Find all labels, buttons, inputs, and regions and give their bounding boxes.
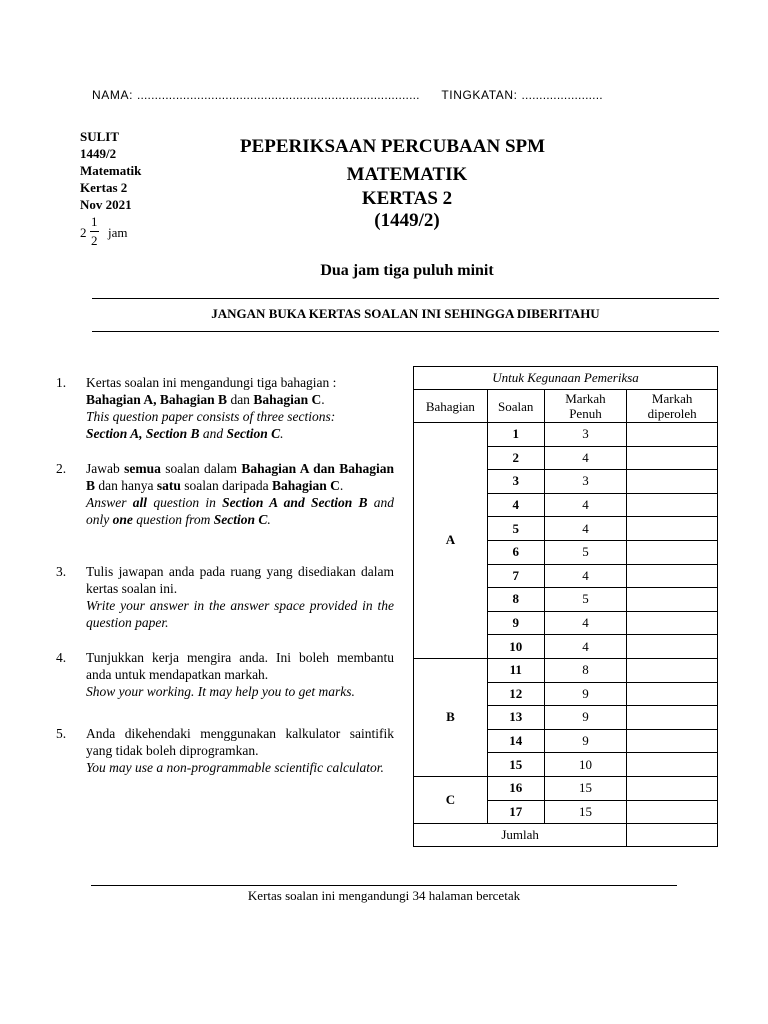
- table-row: [414, 658, 718, 682]
- instruction-english: You may use a non-programmable scientific calculator.: [86, 760, 384, 775]
- instruction-malay: Tulis jawapan anda pada ruang yang disediakan dalam kertas soalan ini.: [86, 564, 394, 596]
- question-number: 4: [487, 493, 544, 517]
- duration-whole: 2: [80, 225, 87, 240]
- divider-top: [92, 298, 719, 299]
- instruction-body: [86, 374, 394, 442]
- duration-text: Dua jam tiga puluh minit: [320, 262, 494, 279]
- full-marks: 9: [544, 729, 627, 753]
- instruction-body: [86, 460, 394, 528]
- question-number: 11: [487, 658, 544, 682]
- duration-numerator: 1: [91, 214, 98, 229]
- duration-denominator: 2: [91, 233, 98, 248]
- question-number: 17: [487, 800, 544, 824]
- meta-subject: Matematik: [80, 163, 142, 178]
- instruction-malay: Jawab semua soalan dalam Bahagian A dan Bahagian B dan hanya satu soalan daripada Bahagian C.: [86, 461, 394, 493]
- question-number: 5: [487, 517, 544, 541]
- instruction-number: 5.: [56, 726, 67, 741]
- instruction-number: 2.: [56, 461, 67, 476]
- question-number: 10: [487, 635, 544, 659]
- meta-code: 1449/2: [80, 146, 117, 161]
- instruction-english: Write your answer in the answer space provided in the question paper.: [86, 598, 394, 630]
- marks-obtained-cell[interactable]: [627, 658, 718, 682]
- section-label: B: [414, 658, 488, 776]
- column-header-bahagian: Bahagian: [414, 390, 488, 423]
- marks-obtained-cell[interactable]: [627, 611, 718, 635]
- question-number: 1: [487, 423, 544, 447]
- paper-code-title: (1449/2): [374, 210, 440, 231]
- full-marks: 4: [544, 611, 627, 635]
- full-marks: 9: [544, 682, 627, 706]
- marks-obtained-cell[interactable]: [627, 635, 718, 659]
- table-caption: Untuk Kegunaan Pemeriksa: [414, 367, 718, 390]
- question-number: 15: [487, 753, 544, 777]
- paper-title: KERTAS 2: [361, 188, 453, 209]
- student-info-row: [92, 88, 692, 102]
- section-label: C: [414, 776, 488, 823]
- total-label: Jumlah: [414, 824, 627, 847]
- marks-obtained-cell[interactable]: [627, 729, 718, 753]
- full-marks: 10: [544, 753, 627, 777]
- question-number: 3: [487, 470, 544, 494]
- full-marks: 4: [544, 493, 627, 517]
- question-number: 14: [487, 729, 544, 753]
- marks-obtained-cell[interactable]: [627, 682, 718, 706]
- instruction-english: Show your working. It may help you to get marks.: [86, 684, 355, 699]
- instruction-english: This question paper consists of three sections: Section A, Section B and Section C.: [86, 409, 336, 441]
- question-number: 7: [487, 564, 544, 588]
- marks-obtained-cell[interactable]: [627, 493, 718, 517]
- instruction-malay: Anda dikehendaki menggunakan kalkulator saintifik yang tidak boleh diprogramkan.: [86, 726, 394, 758]
- full-marks: 4: [544, 446, 627, 470]
- marks-obtained-cell[interactable]: [627, 540, 718, 564]
- examiner-marks-table: [413, 366, 718, 847]
- column-header-soalan: Soalan: [487, 390, 544, 423]
- warning-text: JANGAN BUKA KERTAS SOALAN INI SEHINGGA DIBERITAHU: [211, 306, 600, 321]
- question-number: 13: [487, 706, 544, 730]
- column-header-markah-diperoleh: Markah diperoleh: [627, 390, 718, 423]
- full-marks: 8: [544, 658, 627, 682]
- full-marks: 15: [544, 776, 627, 800]
- meta-date: Nov 2021: [80, 197, 132, 212]
- table-row: [414, 423, 718, 447]
- subject-title: MATEMATIK: [346, 164, 468, 185]
- marks-obtained-cell[interactable]: [627, 753, 718, 777]
- full-marks: 4: [544, 517, 627, 541]
- instruction-number: 1.: [56, 375, 67, 390]
- instruction-body: [86, 563, 394, 631]
- section-label: A: [414, 423, 488, 659]
- fraction-bar: [90, 231, 99, 232]
- question-number: 8: [487, 588, 544, 612]
- question-number: 16: [487, 776, 544, 800]
- tingkatan-label: TINGKATAN:: [441, 88, 518, 102]
- full-marks: 3: [544, 423, 627, 447]
- instruction-number: 4.: [56, 650, 67, 665]
- full-marks: 4: [544, 564, 627, 588]
- question-number: 6: [487, 540, 544, 564]
- nama-field[interactable]: ................................................................................: [136, 88, 420, 102]
- marks-obtained-cell[interactable]: [627, 564, 718, 588]
- table-row: [414, 776, 718, 800]
- instruction-number: 3.: [56, 564, 67, 579]
- full-marks: 5: [544, 540, 627, 564]
- full-marks: 9: [544, 706, 627, 730]
- marks-obtained-cell[interactable]: [627, 800, 718, 824]
- instruction-body: [86, 725, 394, 776]
- page-count-note: Kertas soalan ini mengandungi 34 halaman bercetak: [247, 888, 521, 903]
- column-header-markah-penuh: Markah Penuh: [544, 390, 627, 423]
- marks-obtained-cell[interactable]: [627, 588, 718, 612]
- duration-unit: jam: [108, 225, 128, 240]
- tingkatan-field[interactable]: .......................: [521, 88, 603, 102]
- divider-bottom: [92, 331, 719, 332]
- marks-obtained-cell[interactable]: [627, 446, 718, 470]
- total-marks-cell[interactable]: [627, 824, 718, 847]
- footer-divider: [91, 885, 677, 886]
- full-marks: 15: [544, 800, 627, 824]
- meta-sulit: SULIT: [80, 129, 120, 144]
- question-number: 9: [487, 611, 544, 635]
- instruction-malay: Tunjukkan kerja mengira anda. Ini boleh membantu anda untuk mendapatkan markah.: [86, 650, 394, 682]
- marks-obtained-cell[interactable]: [627, 423, 718, 447]
- marks-obtained-cell[interactable]: [627, 470, 718, 494]
- marks-obtained-cell[interactable]: [627, 517, 718, 541]
- duration-fraction: [80, 214, 160, 252]
- meta-paper: Kertas 2: [80, 180, 128, 195]
- instruction-english: Answer all question in Section A and Section B and only one question from Section C.: [86, 495, 395, 527]
- marks-obtained-cell[interactable]: [627, 706, 718, 730]
- full-marks: 5: [544, 588, 627, 612]
- question-number: 2: [487, 446, 544, 470]
- full-marks: 4: [544, 635, 627, 659]
- marks-obtained-cell[interactable]: [627, 776, 718, 800]
- nama-label: NAMA:: [92, 88, 134, 102]
- paper-meta: [80, 128, 141, 213]
- instruction-body: [86, 649, 394, 700]
- exam-title: PEPERIKSAAN PERCUBAAN SPM: [240, 136, 546, 157]
- instruction-malay: Kertas soalan ini mengandungi tiga bahagian : Bahagian A, Bahagian B dan Bahagian C.: [86, 375, 337, 407]
- total-row: [414, 824, 718, 847]
- question-number: 12: [487, 682, 544, 706]
- full-marks: 3: [544, 470, 627, 494]
